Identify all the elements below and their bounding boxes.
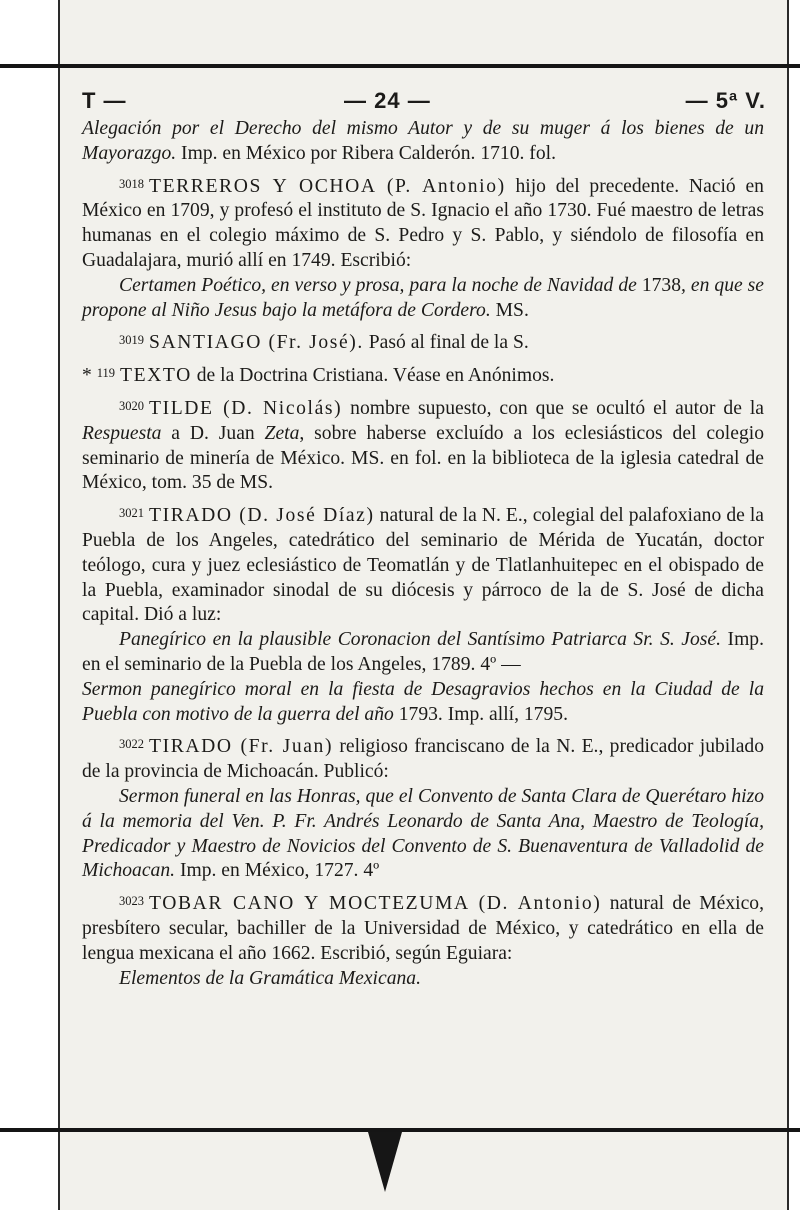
work-line <box>82 274 764 324</box>
imprint: Imp. en México por Ribera Calderón. 1710. fol. <box>176 142 556 164</box>
entry-119 <box>82 361 764 389</box>
entry-number: 119 <box>96 366 115 381</box>
author-name: TOBAR CANO Y MOCTEZUMA (D. Antonio) <box>149 893 602 915</box>
entry-number: 3023 <box>119 894 144 909</box>
body-text <box>82 117 764 991</box>
running-header <box>82 88 772 118</box>
entry-text: de la Doctrina Cristiana. Véase en Anónimos. <box>191 365 555 387</box>
author-name: TEXTO <box>120 365 192 387</box>
right-margin <box>789 0 800 1210</box>
imprint: Imp. en el seminario de la Puebla de los Angeles, 1789. 4º — <box>82 629 764 675</box>
work-year: 1738 <box>641 274 682 296</box>
work-line <box>82 785 764 884</box>
work-title: Elementos de la Gramática Mexicana. <box>119 967 421 989</box>
entry-text: Pasó al final de la S. <box>363 332 529 354</box>
work-title: , en que se propone al Niño Jesus bajo la metáfora de Cordero. <box>82 274 765 321</box>
author-name: TILDE (D. Nicolás) <box>149 397 343 419</box>
entry-3022 <box>82 732 764 785</box>
author-name: SANTIAGO (Fr. José). <box>149 332 364 354</box>
header-volume: — 5ª V. <box>685 88 766 113</box>
entry-number: 3020 <box>119 398 144 413</box>
left-border-line <box>58 0 60 1210</box>
work-title: Certamen Poético, en verso y prosa, para la noche de Navidad de <box>119 274 642 296</box>
entry-3023 <box>82 889 764 966</box>
imprint: MS. <box>490 299 529 321</box>
work-title: Alegación por el Derecho del mismo Autor y de su muger á los bienes de un Mayorazgo. <box>82 118 764 164</box>
entry-number: 3019 <box>119 333 144 348</box>
entry-3019 <box>82 328 764 356</box>
imprint: . Imp. allí, 1795. <box>437 703 568 725</box>
entry-continuation <box>82 117 764 167</box>
work-title: Sermon funeral en las Honras, que el Convento de Santa Clara de Querétaro hizo á la memoria del Ven. P. Fr. Andrés Leonardo de Santa Ana, Maestro de Teología, Predicador y Maestro de Novicios del Convento de S. Buenaventura de Valladolid de Michoacan. <box>82 785 764 882</box>
author-name: TIRADO (D. José Díaz) <box>149 505 375 527</box>
top-rule <box>0 64 800 68</box>
right-border-line <box>787 0 789 1210</box>
entry-number: 3018 <box>119 176 144 191</box>
entry-text: religioso franciscano de la N. E., predicador jubilado de la provincia de Michoacán. Publicó: <box>82 736 764 783</box>
page-number: — 24 — <box>344 88 431 113</box>
imprint: Imp. en México, 1727. 4º <box>175 860 380 882</box>
work-line <box>82 967 764 992</box>
triangle-marker-icon <box>368 1132 402 1192</box>
entry-3020 <box>82 394 764 496</box>
asterisk-mark: * <box>82 365 97 387</box>
author-name: TERREROS Y OCHOA (P. Antonio) <box>149 175 506 197</box>
entry-number: 3021 <box>119 506 144 521</box>
work-year: 1793 <box>398 703 438 725</box>
entry-text: natural de México, presbítero secular, bachiller de la Universidad de México, y catedrático en ella de lengua mexicana el año 1662. Escribió, según Eguiara: <box>82 893 764 964</box>
header-section-letter: T — <box>82 88 127 113</box>
work-title: Sermon panegírico moral en la fiesta de Desagravios hechos en la Ciudad de la Puebla con motivo de la guerra del año <box>82 678 764 725</box>
entry-3021 <box>82 501 764 628</box>
work-title: Panegírico en la plausible Coronacion del Santísimo Patriarca Sr. S. José. <box>119 629 722 651</box>
entry-text: , sobre haberse excluído a los eclesiásticos del colegio seminario de minería de México. MS. en fol. en la biblioteca de la iglesia catedral de México, tom. 35 de MS. <box>82 422 764 494</box>
entry-text: nombre supuesto, con que se ocultó el autor de la <box>342 397 764 419</box>
work-line <box>82 678 764 728</box>
work-title: Respuesta <box>82 422 162 444</box>
entry-text: a D. Juan <box>161 422 265 444</box>
work-title: Zeta <box>264 422 300 444</box>
entry-text: natural de la N. E., colegial del palafoxiano de la Puebla de los Angeles, catedrático del seminario de Mérida de Yucatán, doctor teólogo, cura y juez eclesiástico de Teomatlán y de Tlatlanhuitepec en el obispado de la Puebla, examinador sinodal de su diócesis y párroco de la de S. José de dicha capital. Dió a luz: <box>82 505 765 626</box>
entry-3018 <box>82 172 764 274</box>
entry-number: 3022 <box>119 737 144 752</box>
work-line <box>82 628 764 678</box>
left-margin <box>0 0 58 1210</box>
entry-text: hijo del precedente. Nació en México en 1709, y profesó el instituto de S. Ignacio el año 1730. Fué maestro de letras humanas en el colegio máximo de S. Pedro y S. Pablo, y siéndolo de filosofía en Guadalajara, murió allí en 1749. Escribió: <box>82 175 764 271</box>
author-name: TIRADO (Fr. Juan) <box>149 736 334 758</box>
